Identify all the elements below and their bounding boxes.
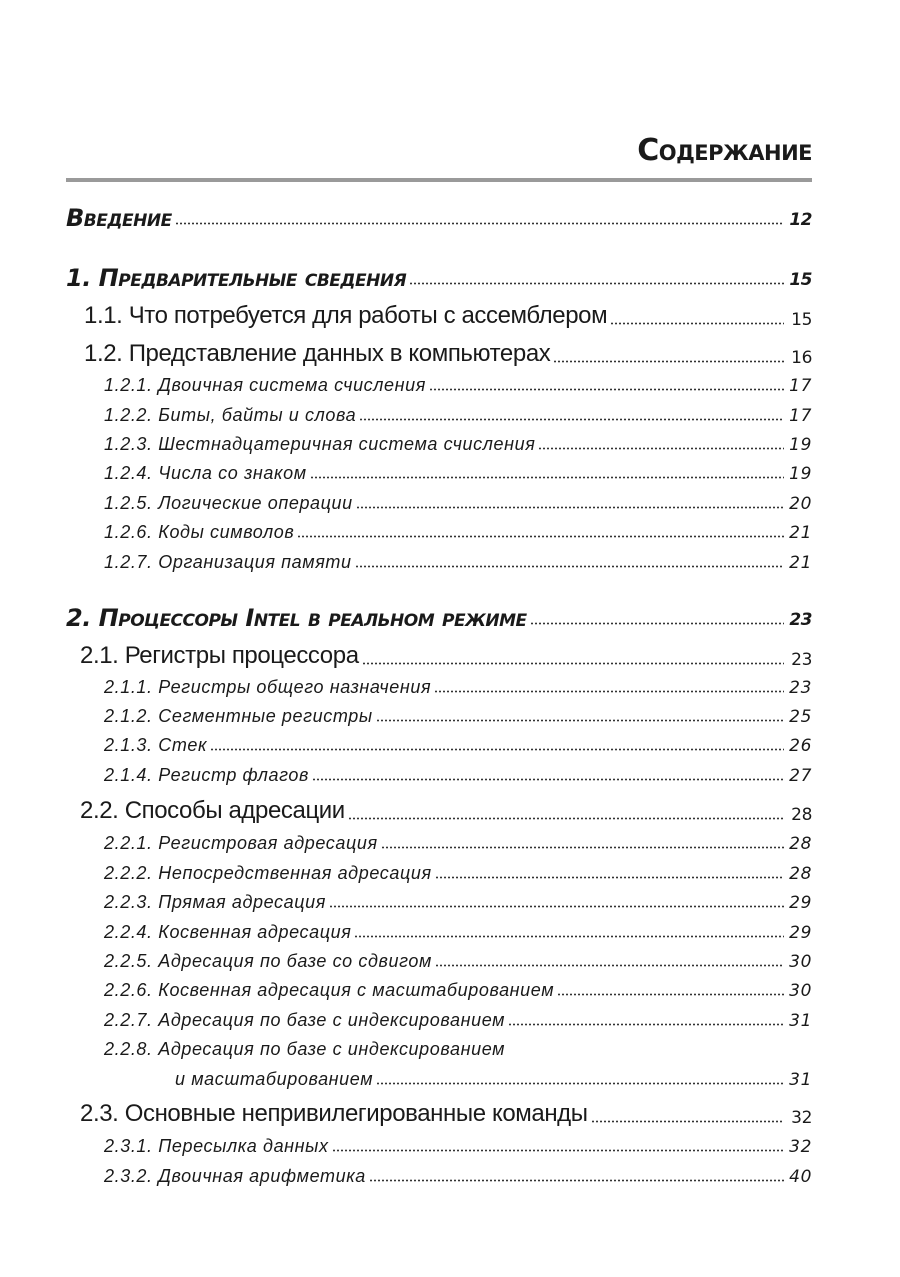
leader-dots [429,388,784,391]
leader-dots [530,622,784,625]
toc-entry-page: 30 [789,952,812,972]
toc-entry-label: 2. Процессоры Intel в реальном режиме [66,604,527,632]
toc-entry-label: 1. Предварительные сведения [66,264,407,292]
toc-entry[interactable] [104,434,812,455]
toc-entry[interactable] [104,863,812,884]
toc-entry[interactable] [104,1136,812,1157]
leader-dots [381,846,784,849]
toc-entry-label: 2.1.2. Сегментные регистры [104,706,373,726]
leader-dots [376,719,784,722]
leader-dots [435,876,784,879]
toc-entry[interactable] [66,606,812,630]
toc-entry-page: 20 [789,494,812,514]
leader-dots [348,817,784,820]
toc-entry-label: 2.2.2. Непосредственная адресация [104,863,432,883]
toc-entry-label: 2.2.1. Регистровая адресация [104,833,378,853]
leader-dots [332,1149,784,1152]
toc-entry[interactable] [104,892,812,913]
toc-entry-page: 19 [789,464,812,484]
toc-entry-page: 23 [789,678,812,698]
toc-entry-page: 32 [791,1108,812,1128]
toc-entry-label: 2.2.4. Косвенная адресация [104,922,352,942]
toc-entry[interactable] [104,833,812,854]
leader-dots [376,1082,784,1085]
toc-entry[interactable] [104,980,812,1001]
leader-dots [355,565,784,568]
toc-entry-page: 29 [789,893,812,913]
toc-entry-page: 23 [789,610,812,630]
toc-entry[interactable] [104,552,812,573]
toc-entry-page: 31 [789,1070,812,1090]
toc-entry-label: 1.2.1. Двоичная система счисления [104,375,426,395]
toc-entry[interactable] [104,405,812,426]
toc-entry[interactable] [80,1100,812,1128]
toc-entry-label: 2.1.1. Регистры общего назначения [104,677,432,697]
leader-dots [610,322,784,325]
toc-entry[interactable] [80,642,812,670]
toc-entry-label: 2.3.1. Пересылка данных [104,1136,329,1156]
toc-entry-page: 12 [789,210,812,230]
leader-dots [508,1023,784,1026]
toc-entry[interactable] [104,706,812,727]
leader-dots [362,662,784,665]
title-rule [66,178,812,182]
toc-entry[interactable] [104,1166,812,1187]
toc-entry-continuation[interactable] [175,1069,812,1090]
toc-entry-label: 2.2.5. Адресация по базе со сдвигом [104,951,432,971]
toc-entry-page: 25 [789,707,812,727]
toc-entry-page: 31 [789,1011,812,1031]
toc-entry-label: 1.2.5. Логические операции [104,493,353,513]
toc-entry[interactable] [104,951,812,972]
leader-dots [591,1120,784,1123]
toc-entry-label: и масштабированием [175,1069,374,1089]
toc-entry-label: 1.2.3. Шестнадцатеричная система счисления [104,434,536,454]
toc-entry[interactable] [104,1010,812,1031]
leader-dots [210,748,784,751]
leader-dots [435,964,784,967]
toc-entry-label: 1.2.7. Организация памяти [104,552,352,572]
toc-entry[interactable] [66,206,812,230]
toc-entry-label: 1.2. Представление данных в компьютерах [84,340,551,367]
toc-entry-label: 2.2.6. Косвенная адресация с масштабированием [104,980,555,1000]
leader-dots [359,418,784,421]
leader-dots [409,282,784,285]
toc-entry-label: 2.3.2. Двоичная арифметика [104,1166,366,1186]
leader-dots [312,778,784,781]
toc-entry-page: 28 [789,834,812,854]
toc-entry-label: 2.1.3. Стек [104,735,208,755]
toc-entry-label: 2.2.3. Прямая адресация [104,892,326,912]
toc-entry-page: 28 [789,864,812,884]
toc-entry[interactable] [104,1039,812,1060]
leader-dots [553,360,784,363]
toc-entry-label: 1.1. Что потребуется для работы с ассемблером [84,302,608,329]
toc-entry-page: 30 [789,981,812,1001]
toc-entry-label: 2.1. Регистры процессора [80,642,359,669]
leader-dots [310,476,784,479]
leader-dots [538,447,784,450]
toc-entry[interactable] [84,302,812,330]
toc-entry-page: 28 [791,805,812,825]
toc-entry-page: 17 [789,376,812,396]
toc-entry[interactable] [84,340,812,368]
leader-dots [329,905,784,908]
leader-dots [369,1179,784,1182]
toc-entry-page: 19 [789,435,812,455]
toc-entry-label: 2.2.7. Адресация по базе с индексированием [104,1010,506,1030]
leader-dots [297,535,784,538]
toc-entry[interactable] [104,765,812,786]
toc-entry-page: 16 [791,348,812,368]
leader-dots [175,222,784,225]
toc-entry-label: Введение [66,204,172,232]
toc-entry[interactable] [104,922,812,943]
toc-entry-page: 21 [789,523,812,543]
toc-entry-page: 21 [789,553,812,573]
leader-dots [434,690,784,693]
toc-entry-label: 1.2.4. Числа со знаком [104,463,307,483]
toc-entry-label: 2.1.4. Регистр флагов [104,765,310,785]
toc-entry[interactable] [104,463,812,484]
toc-entry-label: 1.2.2. Биты, байты и слова [104,405,357,425]
toc-entry[interactable] [66,266,812,290]
toc-entry[interactable] [104,735,812,756]
toc-entry-page: 23 [791,650,812,670]
leader-dots [356,506,784,509]
toc-entry-page: 40 [789,1167,812,1187]
toc-entry-label: 1.2.6. Коды символов [104,522,295,542]
toc-entry[interactable] [80,797,812,825]
toc-entry-label: 2.2.8. Адресация по базе с индексированием [104,1039,506,1059]
leader-dots [354,935,784,938]
toc-entry-page: 26 [789,736,812,756]
toc-entry-page: 17 [789,406,812,426]
toc-entry-page: 15 [789,270,812,290]
toc-entry-label: 2.3. Основные непривилегированные команды [80,1100,588,1127]
toc-entry[interactable] [104,493,812,514]
toc-entry-page: 27 [789,766,812,786]
toc-entry-page: 32 [789,1137,812,1157]
toc-entry-page: 15 [791,310,812,330]
toc-entry-label: 2.2. Способы адресации [80,797,345,824]
toc-entry[interactable] [104,677,812,698]
toc-entry[interactable] [104,522,812,543]
toc-entry[interactable] [104,375,812,396]
page-title: Содержание [637,133,812,168]
toc-entry-page: 29 [789,923,812,943]
leader-dots [557,993,784,996]
